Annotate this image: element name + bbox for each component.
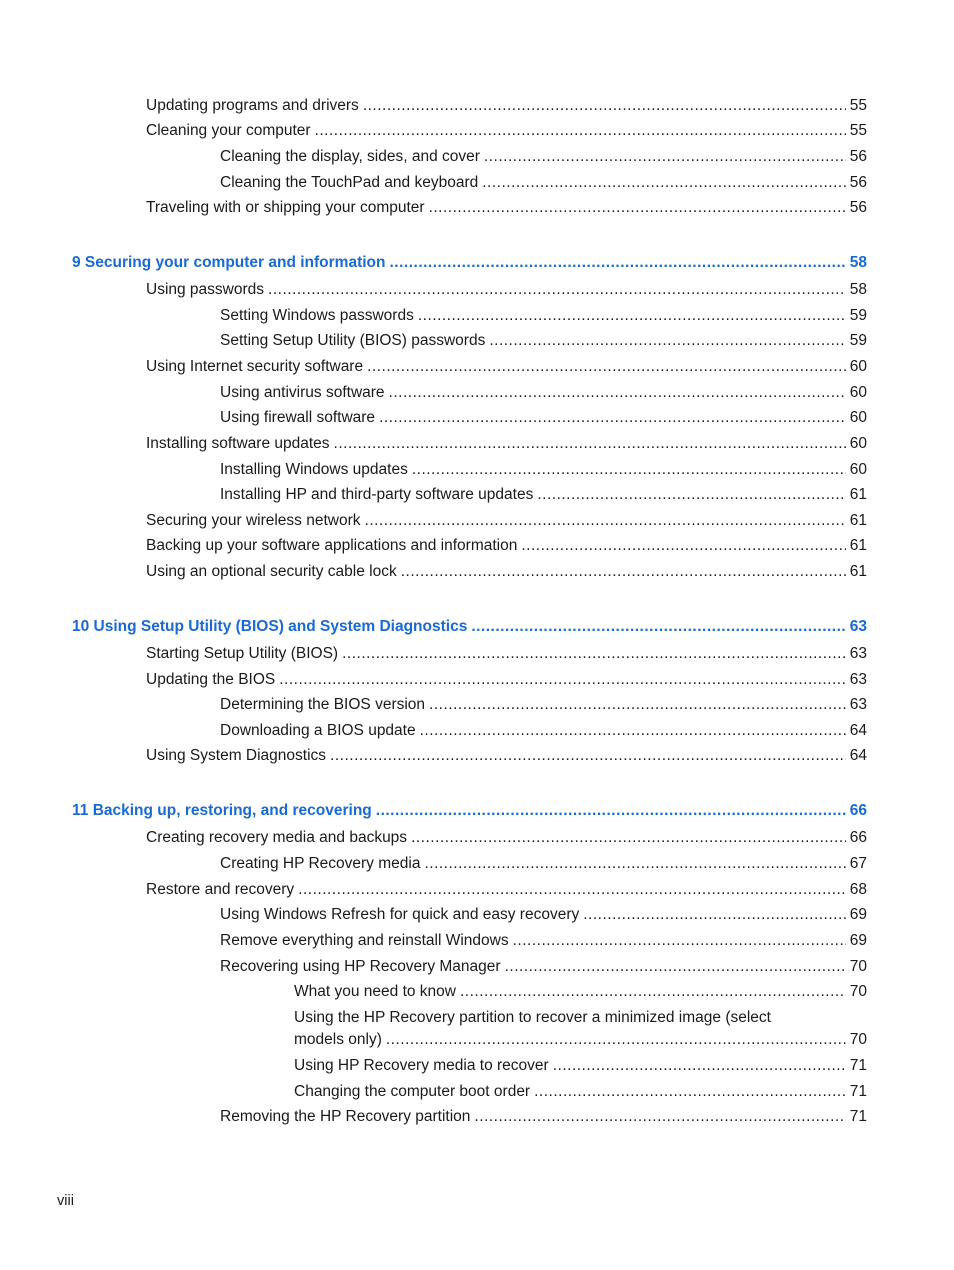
toc-entry[interactable] <box>146 198 867 218</box>
dot-leader <box>424 854 845 874</box>
toc-entry-title: Installing HP and third-party software updates <box>220 486 534 503</box>
toc-entry-title: Updating programs and drivers <box>146 97 359 114</box>
toc-entry-page: 70 <box>849 958 867 975</box>
dot-leader <box>334 434 846 454</box>
toc-entry[interactable] <box>220 331 867 351</box>
toc-entry-title: Changing the computer boot order <box>294 1083 531 1100</box>
dot-leader <box>534 1082 846 1102</box>
toc-entry[interactable] <box>220 957 867 977</box>
toc-entry[interactable] <box>294 1030 867 1050</box>
dot-leader <box>583 905 846 925</box>
toc-entry-title: Using firewall software <box>220 409 376 426</box>
toc-entry-page: 61 <box>849 563 867 580</box>
toc-entry[interactable] <box>294 982 867 1002</box>
toc-entry-page: 63 <box>849 645 867 662</box>
toc-entry[interactable] <box>220 1107 867 1127</box>
dot-leader <box>489 331 845 351</box>
toc-entry-title: Using an optional security cable lock <box>146 563 397 580</box>
dot-leader <box>367 357 846 377</box>
dot-leader <box>553 1056 846 1076</box>
toc-entry[interactable] <box>220 408 867 428</box>
toc-entry[interactable] <box>146 644 867 664</box>
dot-leader <box>412 460 846 480</box>
dot-leader <box>401 562 846 582</box>
dot-leader <box>513 931 846 951</box>
toc-entry-page: 71 <box>849 1083 867 1100</box>
toc-entry-title: Creating recovery media and backups <box>146 829 408 846</box>
toc-entry[interactable] <box>146 511 867 531</box>
dot-leader <box>379 408 846 428</box>
toc-entry-page: 58 <box>849 254 867 271</box>
toc-entry-title: What you need to know <box>294 983 456 1000</box>
toc-entry-title: Downloading a BIOS update <box>220 722 416 739</box>
toc-entry-page: 70 <box>849 1031 867 1048</box>
toc-entry[interactable] <box>220 931 867 951</box>
toc-entry-title: Using passwords <box>146 281 265 298</box>
toc-entry[interactable] <box>220 485 867 505</box>
toc-entry-page: 56 <box>849 199 867 216</box>
toc-entry-title: Removing the HP Recovery partition <box>220 1108 471 1125</box>
toc-entry-title: models only) <box>294 1031 382 1048</box>
toc-entry-title: Updating the BIOS <box>146 671 276 688</box>
toc-entry-title: Using HP Recovery media to recover <box>294 1057 549 1074</box>
dot-leader <box>268 280 846 300</box>
toc-entry-title: Cleaning your computer <box>146 122 311 139</box>
dot-leader <box>342 644 846 664</box>
toc-entry-page: 66 <box>849 829 867 846</box>
toc-entry[interactable] <box>220 905 867 925</box>
toc-entry-title: Installing software updates <box>146 435 330 452</box>
toc-entry-page: 69 <box>849 906 867 923</box>
toc-entry[interactable] <box>220 695 867 715</box>
toc-entry-page: 69 <box>849 932 867 949</box>
toc-entry[interactable] <box>294 1082 867 1102</box>
toc-entry-page: 63 <box>849 618 867 635</box>
dot-leader <box>376 801 846 821</box>
toc-entry[interactable] <box>146 536 867 556</box>
toc-entry[interactable] <box>294 1056 867 1076</box>
toc-entry[interactable] <box>146 280 867 300</box>
toc-entry-title: Remove everything and reinstall Windows <box>220 932 509 949</box>
toc-entry-title: Backing up your software applications and information <box>146 537 518 554</box>
toc-entry[interactable] <box>146 562 867 582</box>
toc-entry[interactable] <box>146 746 867 766</box>
toc-entry[interactable] <box>220 460 867 480</box>
toc-entry-title: Cleaning the TouchPad and keyboard <box>220 174 479 191</box>
toc-entry-title: Restore and recovery <box>146 881 295 898</box>
dot-leader <box>429 695 846 715</box>
toc-entry-page: 61 <box>849 512 867 529</box>
toc-entry-page: 66 <box>849 802 867 819</box>
toc-entry-title: 9 Securing your computer and information <box>72 254 386 271</box>
toc-entry[interactable] <box>146 670 867 690</box>
toc-chapter-entry[interactable] <box>72 617 867 637</box>
toc-entry[interactable] <box>146 96 867 116</box>
dot-leader <box>482 173 846 193</box>
toc-entry-page: 67 <box>849 855 867 872</box>
toc-entry-page: 60 <box>849 435 867 452</box>
toc-entry-page: 60 <box>849 409 867 426</box>
dot-leader <box>330 746 846 766</box>
dot-leader <box>389 253 845 273</box>
toc-entry[interactable] <box>146 880 867 900</box>
toc-entry-page: 63 <box>849 671 867 688</box>
dot-leader <box>279 670 846 690</box>
dot-leader <box>418 306 846 326</box>
toc-entry-page: 55 <box>849 122 867 139</box>
toc-entry-title: Using Internet security software <box>146 358 364 375</box>
toc-entry-title: Setting Windows passwords <box>220 307 414 324</box>
dot-leader <box>315 121 846 141</box>
toc-entry-page: 71 <box>849 1108 867 1125</box>
toc-entry-page: 60 <box>849 384 867 401</box>
toc-entry-title: Installing Windows updates <box>220 461 408 478</box>
toc-entry-title: Using antivirus software <box>220 384 385 401</box>
toc-entry-page: 59 <box>849 307 867 324</box>
dot-leader <box>420 721 846 741</box>
toc-entry-title: Using System Diagnostics <box>146 747 327 764</box>
toc-entry[interactable] <box>220 721 867 741</box>
toc-entry-page: 60 <box>849 461 867 478</box>
toc-entry-title: 10 Using Setup Utility (BIOS) and System Diagnostics <box>72 618 468 635</box>
toc-entry-page: 71 <box>849 1057 867 1074</box>
toc-entry-page: 55 <box>849 97 867 114</box>
toc-entry-page: 56 <box>849 148 867 165</box>
dot-leader <box>460 982 846 1002</box>
toc-entry-page: 64 <box>849 747 867 764</box>
toc-entry-page: 68 <box>849 881 867 898</box>
toc-chapter-entry[interactable] <box>72 801 867 821</box>
toc-entry[interactable] <box>220 383 867 403</box>
dot-leader <box>505 957 846 977</box>
toc-entry[interactable] <box>146 434 867 454</box>
toc-entry[interactable] <box>220 854 867 874</box>
dot-leader <box>521 536 845 556</box>
toc-entry-title-line: Using the HP Recovery partition to recover a minimized image (select <box>294 1009 771 1026</box>
toc-entry[interactable] <box>146 357 867 377</box>
dot-leader <box>298 880 846 900</box>
toc-entry-title: Determining the BIOS version <box>220 696 426 713</box>
page-number: viii <box>57 1193 74 1209</box>
dot-leader <box>429 198 846 218</box>
toc-entry-page: 64 <box>849 722 867 739</box>
toc-entry-title: 11 Backing up, restoring, and recovering <box>72 802 372 819</box>
toc-entry[interactable] <box>146 828 867 848</box>
toc-entry-title: Setting Setup Utility (BIOS) passwords <box>220 332 486 349</box>
toc-entry-title: Traveling with or shipping your computer <box>146 199 425 216</box>
dot-leader <box>484 147 846 167</box>
dot-leader <box>471 617 845 637</box>
toc-entry[interactable] <box>220 147 867 167</box>
toc-entry-page: 56 <box>849 174 867 191</box>
dot-leader <box>537 485 845 505</box>
dot-leader <box>411 828 846 848</box>
toc-entry-page: 61 <box>849 486 867 503</box>
toc-entry-title: Cleaning the display, sides, and cover <box>220 148 480 165</box>
toc-entry-title: Securing your wireless network <box>146 512 361 529</box>
toc-chapter-entry[interactable] <box>72 253 867 273</box>
toc-entry-page: 60 <box>849 358 867 375</box>
dot-leader <box>389 383 846 403</box>
toc-entry-title: Recovering using HP Recovery Manager <box>220 958 501 975</box>
toc-entry-page: 59 <box>849 332 867 349</box>
toc-entry-page: 58 <box>849 281 867 298</box>
toc-entry-page: 61 <box>849 537 867 554</box>
dot-leader <box>474 1107 845 1127</box>
dot-leader <box>386 1030 846 1050</box>
toc-entry-page: 70 <box>849 983 867 1000</box>
toc-entry-page: 63 <box>849 696 867 713</box>
dot-leader <box>363 96 846 116</box>
toc-entry[interactable] <box>220 306 867 326</box>
toc-entry[interactable] <box>146 121 867 141</box>
toc-entry[interactable] <box>220 173 867 193</box>
toc-entry-title: Creating HP Recovery media <box>220 855 421 872</box>
dot-leader <box>365 511 846 531</box>
toc-entry-title: Using Windows Refresh for quick and easy recovery <box>220 906 580 923</box>
toc-entry-title: Starting Setup Utility (BIOS) <box>146 645 339 662</box>
